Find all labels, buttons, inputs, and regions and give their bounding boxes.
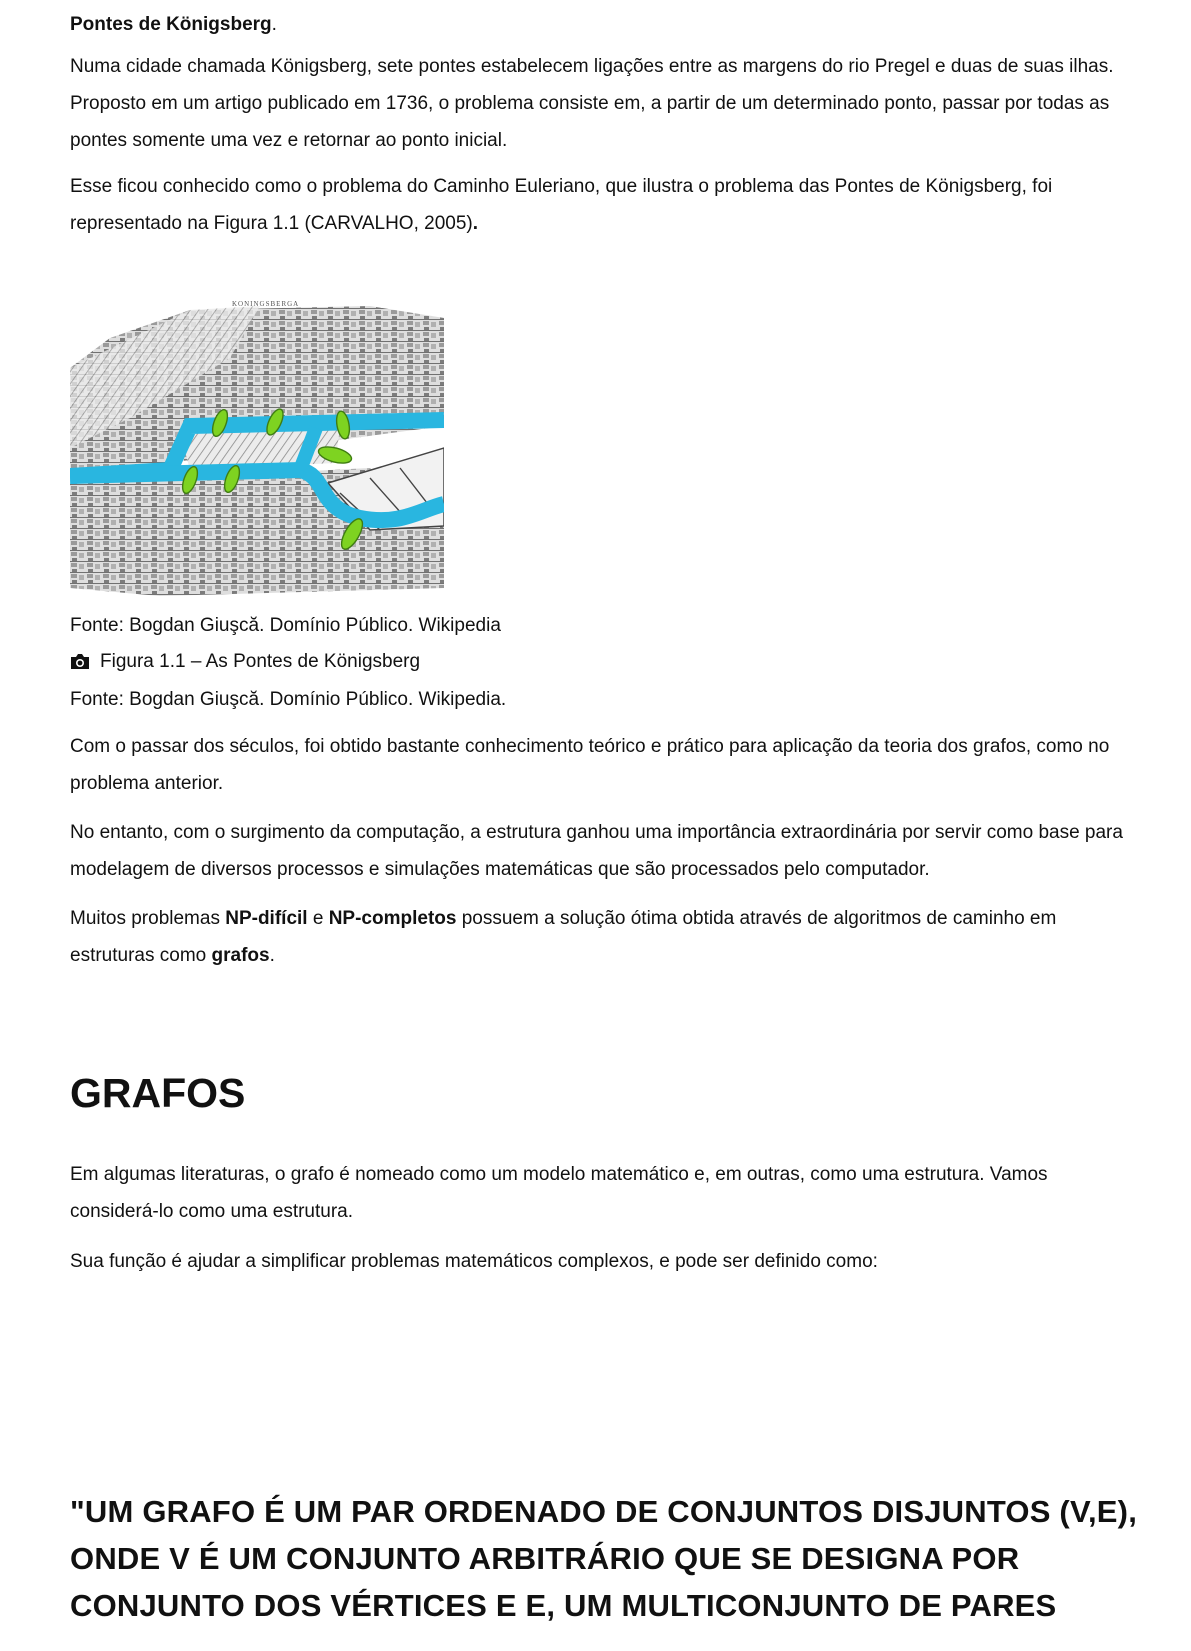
paragraph-eulerian-period: .	[472, 213, 479, 234]
figure-caption	[70, 650, 420, 677]
camera-icon-glyph	[70, 653, 90, 670]
paragraph-graph-definition-intro: Em algumas literaturas, o grafo é nomeado como um modelo matemático e, em outras, como uma estrutura. Vamos considerá-lo como uma estrutura.	[70, 1164, 1048, 1222]
graph-definition-quote: "UM GRAFO É UM PAR ORDENADO DE CONJUNTOS DISJUNTOS (V,E), ONDE V É UM CONJUNTO ARBITRÁRIO QUE SE DESIGNA POR CONJUNTO DOS VÉRTICES E E, UM MULTICONJUNTO DE PARES	[70, 1494, 1138, 1623]
paragraph-graph-function: Sua função é ajudar a simplificar problemas matemáticos complexos, e pode ser definido como:	[70, 1251, 878, 1272]
section-title: GRAFOS	[70, 1070, 246, 1116]
np-text-1: Muitos problemas	[70, 908, 226, 929]
paragraph-np-problems	[70, 900, 1130, 974]
np-period: .	[269, 945, 275, 966]
map-title-label: KONINGSBERGA	[232, 300, 300, 308]
np-text-2: e	[307, 908, 329, 929]
figure-source-2: Fonte: Bogdan Giuşcă. Domínio Público. Wikipedia.	[70, 689, 507, 710]
paragraph-computation: No entanto, com o surgimento da computação, a estrutura ganhou uma importância extraordinária por servir como base para modelagem de diversos processos e simulações matemáticas que são processados pelo computador.	[70, 822, 1123, 880]
figure-caption-text: Figura 1.1 – As Pontes de Königsberg	[100, 651, 421, 672]
paragraph-centuries: Com o passar dos séculos, foi obtido bastante conhecimento teórico e prático para aplicação da teoria dos grafos, como no problema anterior.	[70, 736, 1110, 794]
paragraph-eulerian-path	[70, 168, 1130, 242]
paragraph-konigsberg: Numa cidade chamada Königsberg, sete pontes estabelecem ligações entre as margens do rio Pregel e duas de suas ilhas. Proposto em um artigo publicado em 1736, o problema consiste em, a partir de um determinado ponto, passar por todas as pontes somente uma vez e retornar ao ponto inicial.	[70, 56, 1114, 151]
np-text-3: possuem a solução ótima obtida através de algoritmos de caminho em estruturas como	[70, 908, 1057, 966]
intro-heading-period: .	[271, 14, 277, 35]
graphs-term: grafos	[211, 945, 270, 966]
np-hard-term: NP-difícil	[225, 908, 308, 929]
figure-source-1: Fonte: Bogdan Giuşcă. Domínio Público. Wikipedia	[70, 615, 501, 636]
konigsberg-map-image	[70, 298, 444, 596]
paragraph-eulerian-text: Esse ficou conhecido como o problema do Caminho Euleriano, que ilustra o problema das Pontes de Königsberg, foi representado na Figura 1.1 (CARVALHO, 2005)	[70, 176, 1053, 234]
intro-heading: Pontes de Königsberg	[70, 14, 272, 35]
camera-icon	[70, 653, 90, 677]
konigsberg-bridges-figure	[70, 298, 444, 596]
np-complete-term: NP-completos	[328, 908, 457, 929]
intro-heading-line	[70, 6, 1130, 43]
